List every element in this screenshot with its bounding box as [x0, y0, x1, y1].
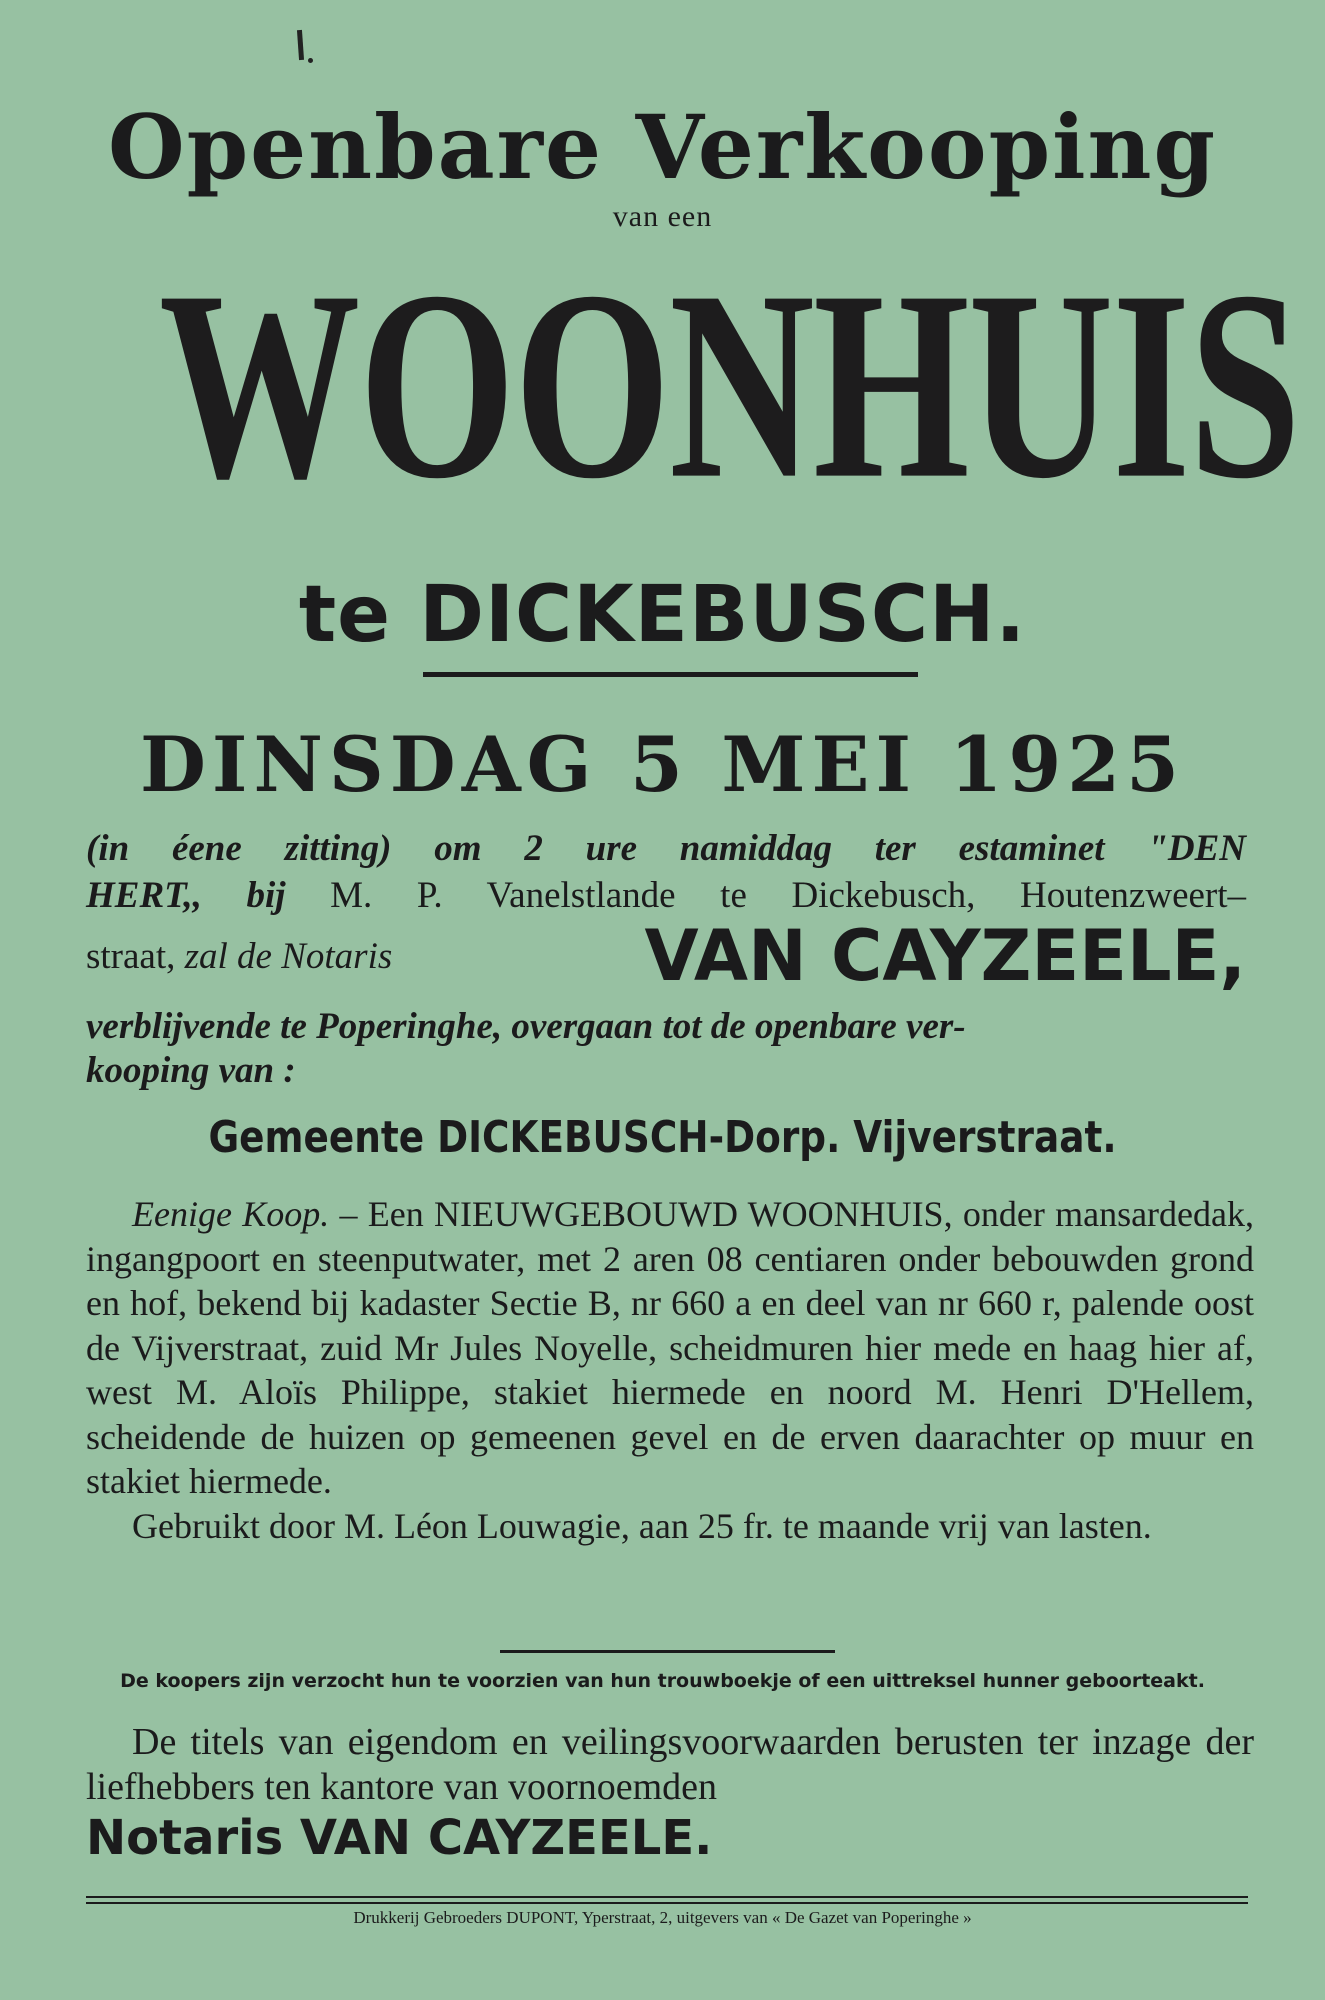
- headline-woonhuis: WOONHUIS: [159, 235, 1300, 535]
- notary-name: VAN CAYZEELE,: [644, 915, 1246, 997]
- sale-date: DINSDAG 5 MEI 1925: [140, 720, 1185, 809]
- usage-text: Gebruikt door M. Léon Louwagie, aan 25 fr. te maande vrij van lasten.: [132, 1505, 1152, 1546]
- footer-rule-top: [86, 1896, 1248, 1898]
- divider-middle: [500, 1650, 835, 1653]
- printer-footer: Drukkerij Gebroeders DUPONT, Yperstraat, 2, uitgevers van « De Gazet van Poperinghe »: [353, 1908, 972, 1927]
- intro-line-1: (in éene zitting) om 2 ure namiddag ter estaminet "DEN: [86, 828, 1246, 869]
- intro-continuation: [86, 1005, 1246, 1093]
- intro-line-2-italic: HERT,, bij: [86, 875, 286, 916]
- footer-rule-bottom: [86, 1902, 1248, 1904]
- divider-short: [423, 672, 918, 677]
- intro-line-4: verblijvende te Poperinghe, overgaan tot de openbare ver-: [86, 1006, 966, 1047]
- line3-start: straat,: [86, 936, 176, 977]
- titles-paragraph: [86, 1720, 1254, 1810]
- titles-text: De titels van eigendom en veilingsvoorwaarden berusten ter inzage der liefhebbers ten kantore van voornoemden: [86, 1721, 1254, 1808]
- description-text: – Een NIEUWGEBOUWD WOONHUIS, onder mansardedak, ingangpoort en steenputwater, met 2 aren 08 centiaren onder bebouwden grond en hof, bekend bij kadaster Sectie B, nr 660 a en deel van nr 660 r, palende oost de Vijverstraat, zuid Mr Jules Noyelle, scheidmuren hier mede en haag hier af, west M. Aloïs Philippe, stakiet hiermede en noord M. Henri D'Hellem, scheidende de huizen op gemeenen gevel en de erven daarachter op muur en stakiet hiermede.: [86, 1194, 1255, 1501]
- buyers-note: De koopers zijn verzocht hun te voorzien van hun trouwboekje of een uittreksel hunner geboorteakt.: [120, 1670, 1205, 1692]
- closing-notary: Notaris VAN CAYZEELE.: [86, 1810, 713, 1866]
- property-location: Gemeente DICKEBUSCH-Dorp. Vijverstraat.: [208, 1112, 1117, 1163]
- property-description: [86, 1192, 1254, 1548]
- location-heading: te DICKEBUSCH.: [298, 570, 1027, 660]
- intro-paragraph: [86, 825, 1246, 919]
- subtitle-van-een: van een: [612, 200, 713, 233]
- poster-title: Openbare Verkooping: [107, 95, 1218, 199]
- intro-line-2-rest: M. P. Vanelstlande te Dickebusch, Houtenzweert–: [330, 875, 1247, 916]
- intro-line-5: kooping van :: [86, 1050, 296, 1091]
- ink-dot: [308, 58, 313, 63]
- line3-italic: zal de Notaris: [184, 936, 393, 977]
- enige-koop-label: Eenige Koop.: [132, 1194, 330, 1234]
- ink-mark: [297, 30, 304, 60]
